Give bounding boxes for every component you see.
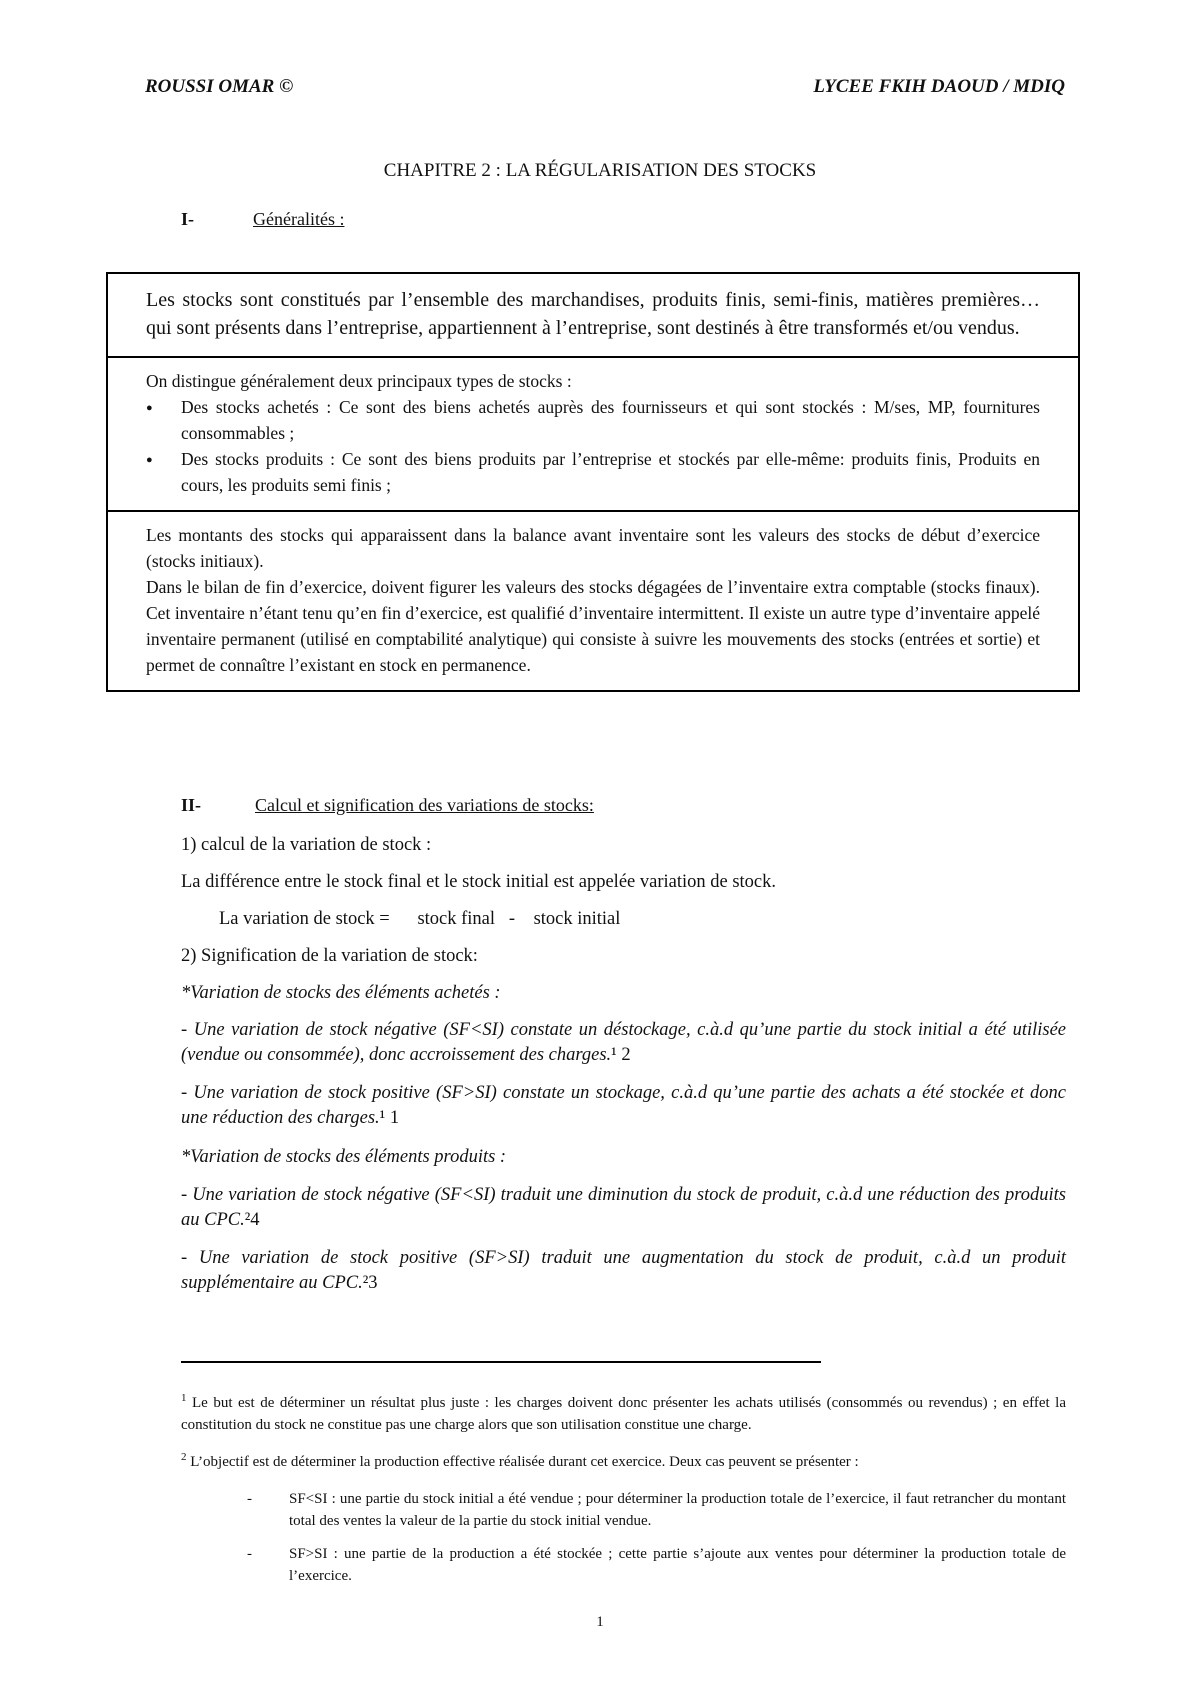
inventory-paragraph-2: Dans le bilan de fin d’exercice, doivent figurer les valeurs des stocks dégagées de l’inventaire extra comptable (stocks finaux). Cet inventaire n’étant tenu qu’en fin d’exercice, est qualifié d’inventaire intermittent. Il existe un autre type d’inventaire appelé inventaire permanent (utilisé en comptabilité analytique) qui consiste à suivre les mouvements des stocks (entrées et sortie) et permet de connaître l’existant en stock en permanence. bbox=[146, 577, 1040, 675]
stock-types-list bbox=[146, 394, 1040, 498]
stock-types-box bbox=[108, 358, 1078, 512]
section-2-number: II- bbox=[181, 795, 202, 815]
dash-marker: - bbox=[247, 1491, 252, 1507]
header-school: LYCEE FKIH DAOUD / MDIQ bbox=[813, 76, 1065, 97]
bought-negative-variation bbox=[181, 1018, 1066, 1068]
stock-types-intro: On distingue généralement deux principaux types de stocks : bbox=[146, 371, 572, 391]
footnote-1-mark: 1 bbox=[181, 1392, 187, 1404]
stocks-definition-text: Les stocks sont constitués par l’ensemble des marchandises, produits finis, semi-finis, matières premières… qui sont présents dans l’entreprise, appartiennent à l’entreprise, sont destinés à être transformés et/ou vendus. bbox=[146, 289, 1040, 339]
section-1-heading bbox=[181, 209, 344, 230]
produced-positive-text: - Une variation de stock positive (SF>SI) traduit une augmentation du stock de produit, c.à.d un produit supplémentaire au CPC. bbox=[181, 1248, 1066, 1293]
footnote-separator bbox=[181, 1361, 821, 1363]
footnote-case-1 bbox=[247, 1488, 1066, 1532]
produced-negative-variation bbox=[181, 1183, 1066, 1233]
bought-negative-text: - Une variation de stock négative (SF<SI) constate un déstockage, c.à.d qu’une partie du stock initial a été utilisée (vendue ou consommée), donc accroissement des charges. bbox=[181, 1020, 1066, 1065]
footnote-1 bbox=[181, 1392, 1066, 1436]
inventory-paragraph-1: Les montants des stocks qui apparaissent dans la balance avant inventaire sont les valeurs des stocks de début d’exercice (stocks initiaux). bbox=[146, 525, 1040, 571]
inventory-box bbox=[108, 512, 1078, 690]
footnote-reference: ¹ 1 bbox=[379, 1108, 400, 1128]
footnote-2 bbox=[181, 1451, 1066, 1473]
list-item: ● Des stocks produits : Ce sont des biens produits par l’entreprise et stockés par elle-même: produits finis, Produits en cours, les produits semi finis ; bbox=[181, 446, 1040, 498]
list-item: ● Des stocks achetés : Ce sont des biens achetés auprès des fournisseurs et qui sont stockés : M/ses, MP, fournitures consommables ; bbox=[181, 394, 1040, 446]
section-2-title: Calcul et signification des variations de stocks: bbox=[255, 795, 594, 815]
produced-positive-variation bbox=[181, 1246, 1066, 1296]
footnote-reference: ¹ 2 bbox=[611, 1045, 631, 1065]
footnote-reference: ²3 bbox=[362, 1273, 378, 1293]
subsection-1-title: 1) calcul de la variation de stock : bbox=[181, 835, 432, 855]
dash-marker: - bbox=[247, 1546, 252, 1562]
footnote-1-text: Le but est de déterminer un résultat plus juste : les charges doivent donc présenter les achats utilisés (consommés ou revendus) ; en effet la constitution du stock ne constitue pas une charge alors que son utilisation constitue une charge. bbox=[181, 1395, 1066, 1433]
bought-elements-heading: *Variation de stocks des éléments achetés : bbox=[181, 983, 501, 1003]
bought-positive-variation bbox=[181, 1081, 1066, 1131]
footnote-2-text: L’objectif est de déterminer la production effective réalisée durant cet exercice. Deux cas peuvent se présenter : bbox=[186, 1454, 859, 1470]
variation-definition: La différence entre le stock final et le stock initial est appelée variation de stock. bbox=[181, 872, 777, 892]
footnote-2-mark: 2 bbox=[181, 1451, 187, 1463]
header-author: ROUSSI OMAR © bbox=[145, 76, 294, 97]
footnote-case-1-text: SF<SI : une partie du stock initial a été vendue ; pour déterminer la production totale de l’exercice, il faut retrancher du montant total des ventes la valeur de la partie du stock initial vendue. bbox=[289, 1491, 1066, 1529]
footnote-case-2 bbox=[247, 1543, 1066, 1587]
footnote-reference: ²4 bbox=[244, 1210, 260, 1230]
stocks-definition-box bbox=[108, 274, 1078, 358]
definitions-box bbox=[106, 272, 1080, 692]
produced-negative-text: - Une variation de stock négative (SF<SI) traduit une diminution du stock de produit, c.à.d une réduction des produits au CPC. bbox=[181, 1185, 1066, 1230]
subsection-2-title: 2) Signification de la variation de stock: bbox=[181, 946, 478, 966]
variation-formula: La variation de stock = stock final - stock initial bbox=[219, 909, 621, 929]
page-number: 1 bbox=[596, 1614, 604, 1630]
section-1-title: Généralités : bbox=[253, 209, 345, 229]
footnote-case-2-text: SF>SI : une partie de la production a été stockée ; cette partie s’ajoute aux ventes pour déterminer la production totale de l’exercice. bbox=[289, 1546, 1066, 1584]
produced-elements-heading: *Variation de stocks des éléments produits : bbox=[181, 1147, 507, 1167]
chapter-title: CHAPITRE 2 : LA RÉGULARISATION DES STOCKS bbox=[383, 160, 817, 181]
bought-positive-text: - Une variation de stock positive (SF>SI) constate un stockage, c.à.d qu’une partie des achats a été stockée et donc une réduction des charges. bbox=[181, 1083, 1066, 1128]
section-1-number: I- bbox=[181, 209, 194, 229]
section-2-heading bbox=[181, 795, 594, 816]
